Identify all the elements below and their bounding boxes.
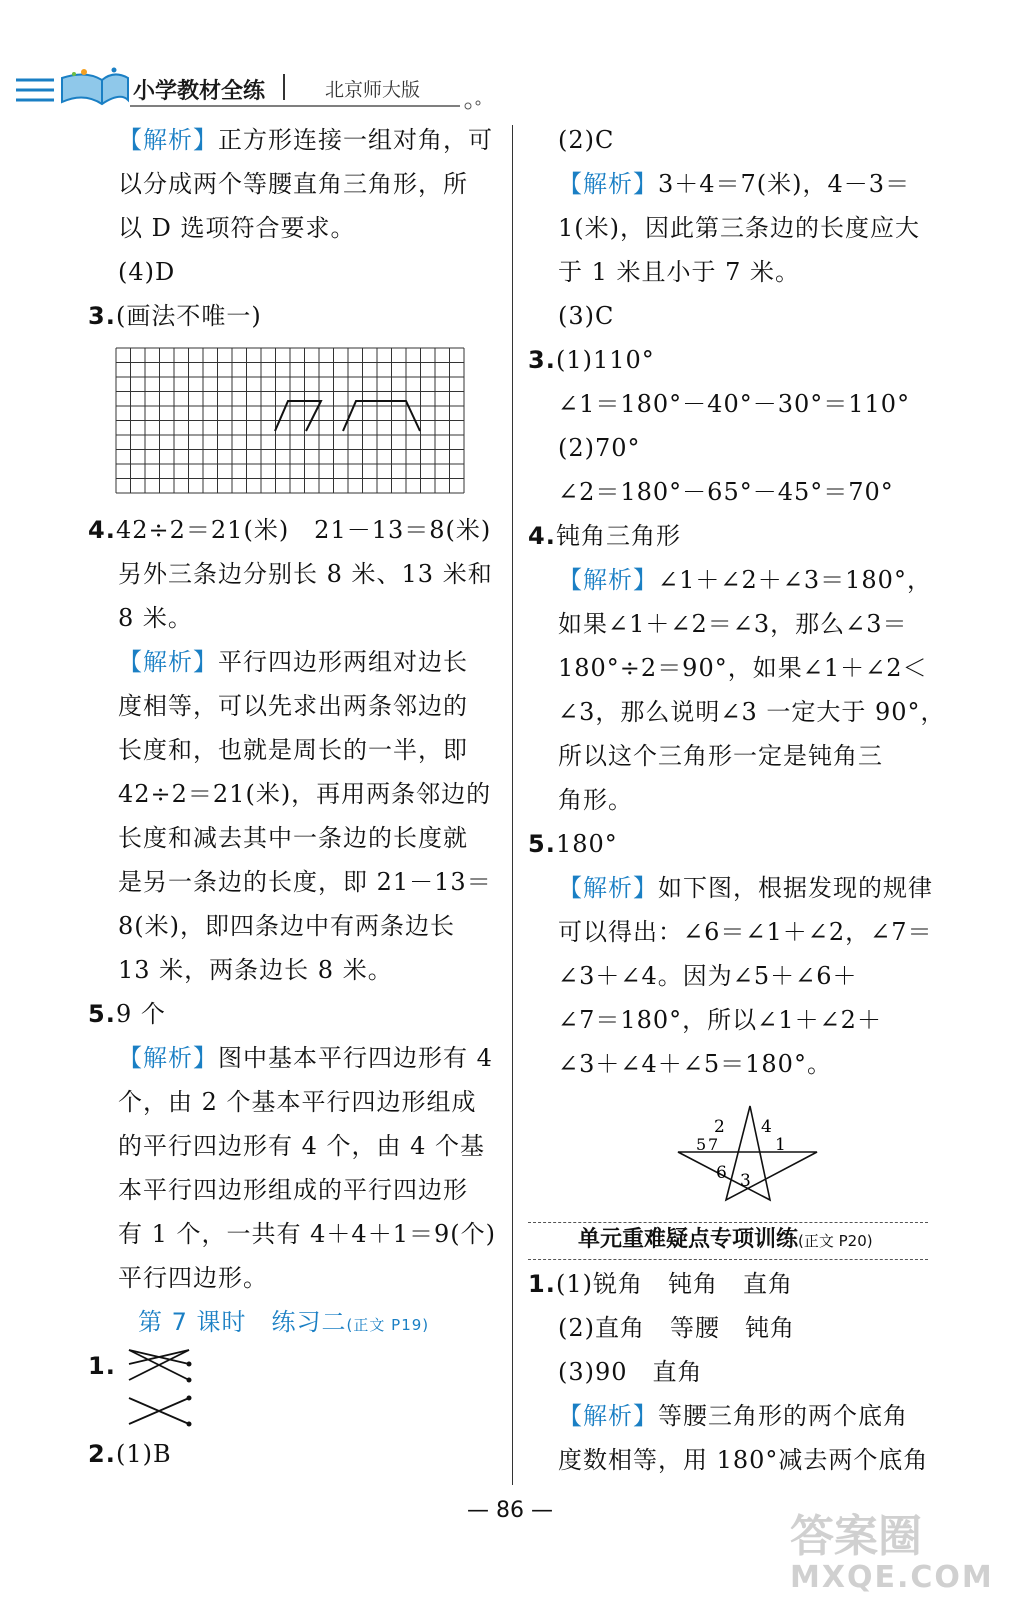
line-text: 9 个 [116, 1000, 166, 1028]
line-text: 180° [556, 830, 618, 858]
question-line [88, 992, 508, 1036]
analysis-tag: 【解析】 [558, 1402, 658, 1430]
text-line: (3)90 直角 [558, 1358, 703, 1386]
line-text: 42÷2＝21(米) 21－13＝8(米) [116, 516, 492, 544]
question-number: 3. [528, 346, 556, 374]
text-line: 个，由 2 个基本平行四边形组成 [118, 1088, 477, 1116]
text-line [528, 162, 948, 206]
text-line: 度数相等，用 180°减去两个底角 [558, 1446, 929, 1474]
angle-label: 5 [696, 1135, 707, 1154]
page-header [0, 60, 500, 115]
text-line: 1(米)，因此第三条边的长度应大 [558, 214, 920, 242]
text-line: 42÷2＝21(米)，再用两条邻边的 [118, 780, 492, 808]
text-line: ∠7＝180°，所以∠1＋∠2＋ [558, 1006, 882, 1034]
analysis-tag: 【解析】 [558, 566, 658, 594]
text-line: 所以这个三角形一定是钝角三 [558, 742, 883, 770]
line-text: (画法不唯一) [116, 302, 262, 330]
question-line [528, 514, 948, 558]
question-number: 3. [88, 302, 116, 330]
angle-label: 7 [708, 1135, 719, 1154]
text-line: (4)D [118, 258, 176, 286]
text-line: ∠3＋∠4。因为∠5＋∠6＋ [558, 962, 858, 990]
question-number: 1. [528, 1270, 556, 1298]
text-line: 长度和，也就是周长的一半，即 [118, 736, 468, 764]
line-text: 图中基本平行四边形有 4 [218, 1044, 493, 1072]
question-line [88, 1432, 508, 1476]
question-number: 5. [528, 830, 556, 858]
right-column [528, 118, 948, 1482]
brand-title: 小学教材全练 [133, 79, 266, 104]
analysis-tag: 【解析】 [118, 126, 218, 154]
analysis-tag: 【解析】 [558, 170, 658, 198]
analysis-tag: 【解析】 [118, 1044, 218, 1072]
text-line: 于 1 米且小于 7 米。 [558, 258, 801, 286]
header-underline [130, 100, 500, 112]
question-number: 5. [88, 1000, 116, 1028]
text-line: 以分成两个等腰直角三角形，所 [118, 170, 468, 198]
text-line [528, 1394, 948, 1438]
text-line [88, 640, 508, 684]
left-column [88, 118, 508, 1476]
text-line: ∠2＝180°－65°－45°＝70° [558, 478, 894, 506]
question-number: 2. [88, 1440, 116, 1468]
text-line: (2)C [558, 126, 615, 154]
angle-label: 1 [775, 1135, 786, 1155]
text-line: 8 米。 [118, 604, 193, 632]
text-line: ∠1＝180°－40°－30°＝110° [558, 390, 911, 418]
question-number: 1. [88, 1352, 116, 1380]
line-text: 如下图，根据发现的规律 [658, 874, 933, 902]
text-line: 度相等，可以先求出两条邻边的 [118, 692, 468, 720]
line-text: 正方形连接一组对角，可 [218, 126, 493, 154]
question-number: 4. [88, 516, 116, 544]
line-text: ∠1＋∠2＋∠3＝180°， [658, 566, 932, 594]
line-text: 等腰三角形的两个底角 [658, 1402, 908, 1430]
lesson-ref: (正文 P19) [346, 1316, 430, 1334]
unit-section-title [578, 1224, 873, 1257]
section-heading [88, 1300, 508, 1344]
book-logo-icon [14, 66, 132, 114]
question-number: 4. [528, 522, 556, 550]
edition-label: 北京师大版 [325, 79, 421, 101]
watermark-logo-text: 答案圈 [790, 1511, 922, 1562]
line-text: 3＋4＝7(米)，4－3＝ [658, 170, 911, 198]
text-line: 平行四边形。 [118, 1264, 268, 1292]
text-line: ∠3＋∠4＋∠5＝180°。 [558, 1050, 832, 1078]
text-line: 角形。 [558, 786, 633, 814]
angle-label: 3 [740, 1171, 751, 1191]
text-line [528, 558, 948, 602]
grid-figure [88, 346, 508, 494]
question-line [528, 338, 948, 382]
angle-label: 4 [761, 1117, 772, 1137]
text-line [88, 1036, 508, 1080]
line-text: (1)锐角 钝角 直角 [556, 1270, 793, 1298]
lesson-title: 第 7 课时 练习二 [138, 1308, 347, 1336]
text-line [528, 866, 948, 910]
matching-lines-figure [125, 1344, 195, 1432]
unit-ref: (正文 P20) [798, 1232, 873, 1250]
text-line: 有 1 个，一共有 4＋4＋1＝9(个) [118, 1220, 496, 1248]
text-line: (2)70° [558, 434, 641, 462]
question-line [528, 822, 948, 866]
text-line: 长度和减去其中一条边的长度就 [118, 824, 468, 852]
question-line [88, 1344, 508, 1432]
text-line: 本平行四边形组成的平行四边形 [118, 1176, 468, 1204]
text-line: 如果∠1＋∠2＝∠3，那么∠3＝ [558, 610, 908, 638]
analysis-tag: 【解析】 [558, 874, 658, 902]
question-line [88, 294, 508, 338]
page-number: — 86 — [467, 1498, 553, 1523]
column-divider [512, 125, 513, 1485]
text-line: (2)直角 等腰 钝角 [558, 1314, 795, 1342]
text-line: 以 D 选项符合要求。 [118, 214, 356, 242]
text-line: 13 米，两条边长 8 米。 [118, 956, 393, 984]
text-line: (3)C [558, 302, 615, 330]
question-line [528, 1262, 948, 1306]
line-text: 钝角三角形 [556, 522, 681, 550]
header-divider [283, 74, 285, 100]
line-text: 平行四边形两组对边长 [218, 648, 468, 676]
text-line: 的平行四边形有 4 个，由 4 个基 [118, 1132, 486, 1160]
text-line: 可以得出：∠6＝∠1＋∠2，∠7＝ [558, 918, 933, 946]
line-text: (1)B [116, 1440, 172, 1468]
text-line [88, 118, 508, 162]
angle-label: 2 [714, 1117, 725, 1137]
question-line [88, 508, 508, 552]
watermark [790, 1500, 994, 1595]
line-text: (1)110° [556, 346, 655, 374]
analysis-tag: 【解析】 [118, 648, 218, 676]
angle-label: 6 [716, 1163, 727, 1183]
text-line: 另外三条边分别长 8 米、13 米和 [118, 560, 493, 588]
star-figure [528, 1092, 948, 1212]
watermark-url: MXQE.COM [790, 1560, 994, 1595]
text-line: 180°÷2＝90°，如果∠1＋∠2＜ [558, 654, 928, 682]
text-line: 8(米)，即四条边中有两条边长 [118, 912, 455, 940]
unit-title-text: 单元重难疑点专项训练 [578, 1227, 799, 1252]
text-line: ∠3，那么说明∠3 一定大于 90°， [558, 698, 946, 726]
unit-section-header [528, 1218, 948, 1262]
text-line: 是另一条边的长度，即 21－13＝ [118, 868, 492, 896]
